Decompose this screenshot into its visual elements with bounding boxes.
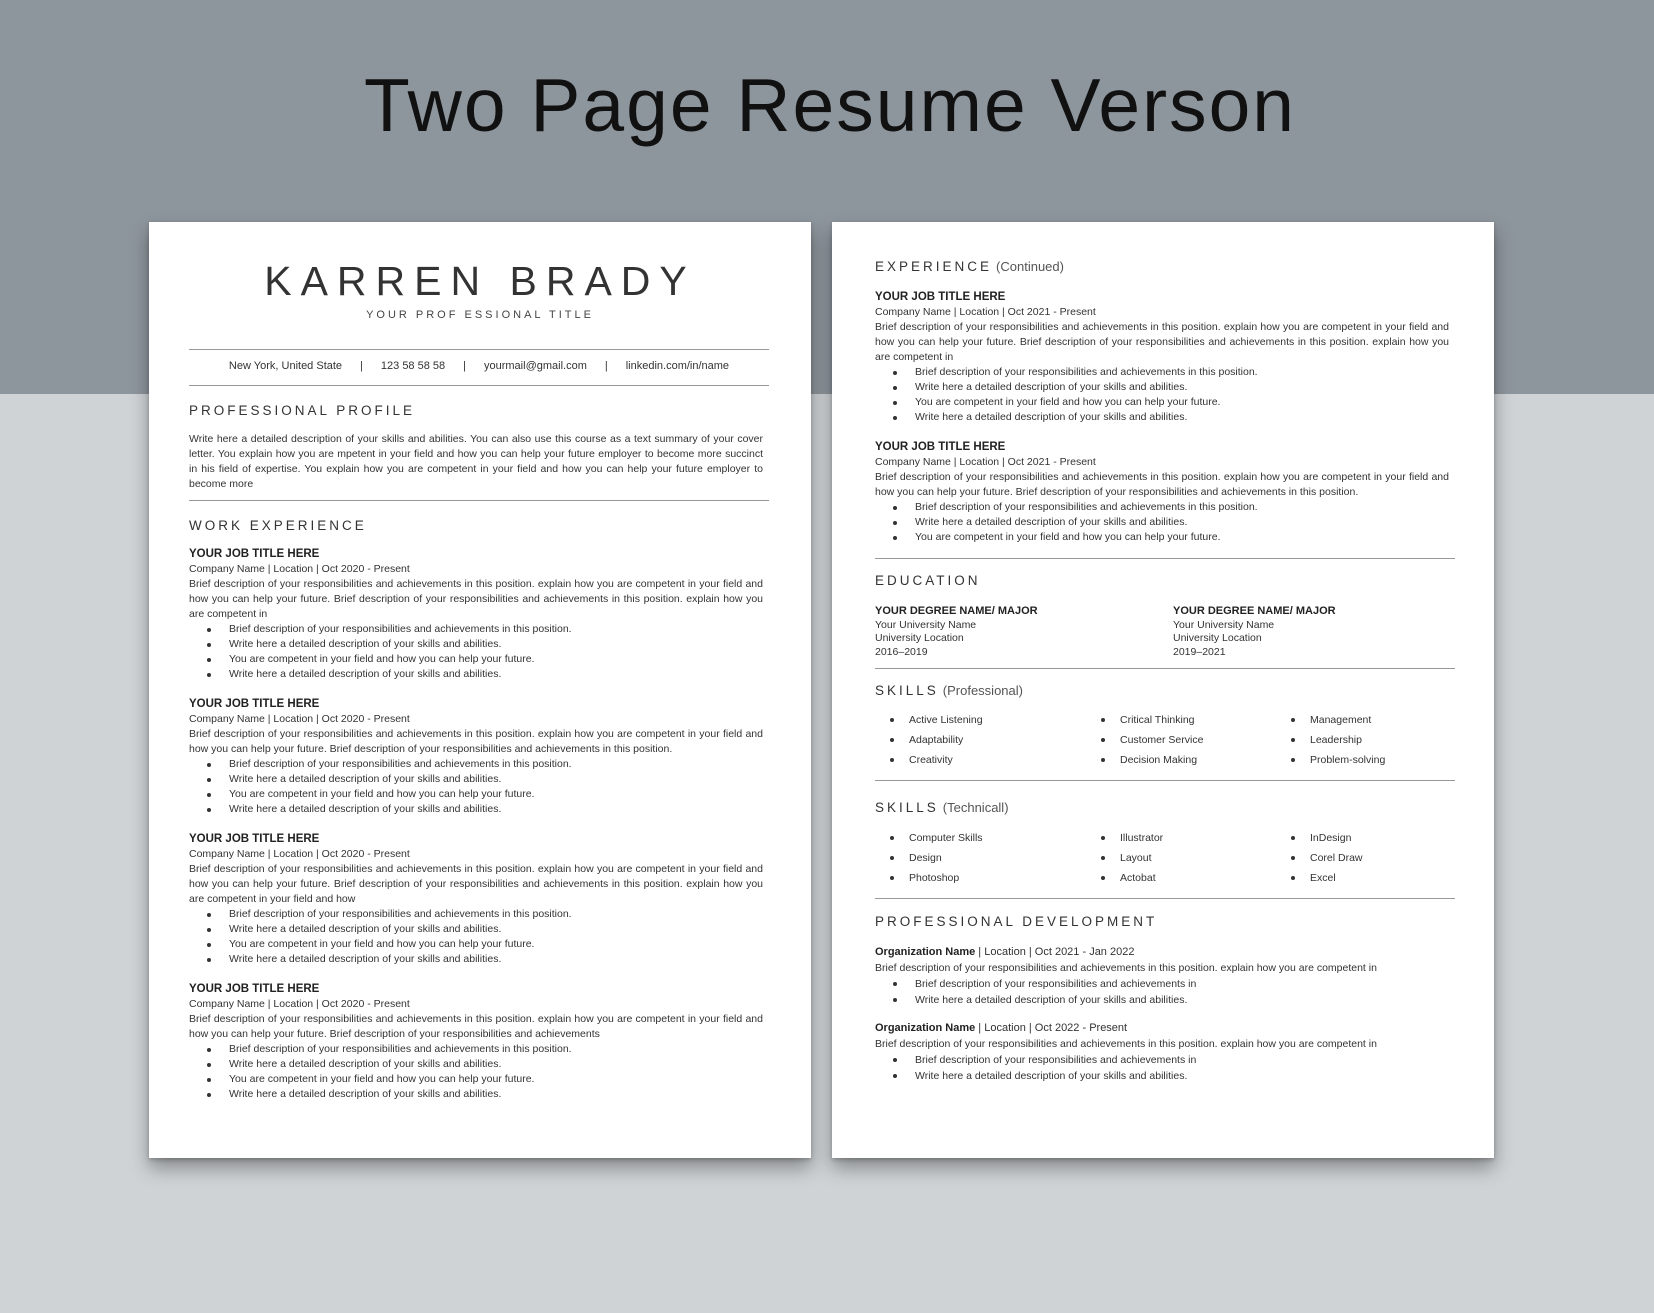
job-entry <box>189 547 763 682</box>
divider <box>189 385 769 386</box>
list-item: Management <box>1291 710 1385 730</box>
job-company: Company Name | Location | Oct 2020 - Present <box>189 713 410 725</box>
list-item: Problem-solving <box>1291 750 1385 770</box>
list-item: Write here a detailed description of your skills and abilities. <box>893 410 1449 425</box>
skills-column <box>1291 710 1385 770</box>
contact-separator: | <box>604 360 608 372</box>
experience-heading-paren: (Continued) <box>996 259 1064 274</box>
education-entry <box>875 605 1038 659</box>
divider <box>189 349 769 350</box>
professional-development-heading: PROFESSIONAL DEVELOPMENT <box>875 914 1158 929</box>
list-item: You are competent in your field and how you can help your future. <box>893 395 1449 410</box>
skills-column <box>1101 828 1163 888</box>
skills-professional-grid <box>890 710 1410 772</box>
job-bullets <box>189 907 763 967</box>
list-item: Brief description of your responsibilities and achievements in this position. <box>893 365 1449 380</box>
job-description: Brief description of your responsibilities and achievements in this position. explain how you are competent in your field and how you can help your future. Brief description of your responsibilities and achievements <box>189 1013 763 1040</box>
skills-professional-heading <box>875 683 1023 698</box>
job-description: Brief description of your responsibilities and achievements in this position. explain how you are competent in your field and how you can help your future. Brief description of your responsibilities and achievements in this position. <box>189 728 763 755</box>
skills-technical-heading <box>875 800 1009 815</box>
job-company: Company Name | Location | Oct 2020 - Present <box>189 848 410 860</box>
profile-heading: PROFESSIONAL PROFILE <box>189 403 416 418</box>
list-item: You are competent in your field and how you can help your future. <box>207 937 763 952</box>
list-item: Write here a detailed description of your skills and abilities. <box>207 802 763 817</box>
list-item: Excel <box>1291 868 1363 888</box>
list-item: Actobat <box>1101 868 1163 888</box>
degree-name: YOUR DEGREE NAME/ MAJOR <box>875 605 1038 617</box>
skills-technical-grid <box>890 828 1410 890</box>
divider <box>189 500 769 501</box>
job-title: YOUR JOB TITLE HERE <box>189 698 320 710</box>
list-item: Decision Making <box>1101 750 1203 770</box>
job-company: Company Name | Location | Oct 2021 - Present <box>875 306 1096 318</box>
development-details: | Location | Oct 2022 - Present <box>975 1022 1128 1034</box>
list-item: Brief description of your responsibilities and achievements in this position. <box>893 500 1449 515</box>
skills-column <box>890 828 983 888</box>
contact-bar <box>189 360 769 372</box>
list-item: Design <box>890 848 983 868</box>
university-location: University Location <box>1173 632 1262 644</box>
work-heading: WORK EXPERIENCE <box>189 518 367 533</box>
education-years: 2016–2019 <box>875 645 928 658</box>
resume-page-2 <box>832 222 1494 1158</box>
list-item: You are competent in your field and how you can help your future. <box>893 530 1449 545</box>
job-description: Brief description of your responsibilities and achievements in this position. explain how you are competent in your field and how you can help your future. Brief description of your responsibilities and achievements in this position. explain how you are competent in <box>875 321 1449 363</box>
job-company: Company Name | Location | Oct 2021 - Present <box>875 456 1096 468</box>
university-location: University Location <box>875 632 964 644</box>
list-item: Brief description of your responsibilities and achievements in this position. <box>207 757 763 772</box>
job-title: YOUR JOB TITLE HERE <box>189 833 320 845</box>
job-company: Company Name | Location | Oct 2020 - Present <box>189 998 410 1010</box>
job-entry <box>189 832 763 967</box>
education-entry <box>1173 605 1336 659</box>
list-item: Brief description of your responsibilities and achievements in this position. <box>207 622 763 637</box>
list-item: InDesign <box>1291 828 1363 848</box>
list-item: Brief description of your responsibilities and achievements in this position. <box>207 1042 763 1057</box>
list-item: Write here a detailed description of your skills and abilities. <box>207 1057 763 1072</box>
experience-continued-heading <box>875 259 1064 274</box>
job-company: Company Name | Location | Oct 2020 - Present <box>189 563 410 575</box>
list-item: Illustrator <box>1101 828 1163 848</box>
list-item: Brief description of your responsibilities and achievements in <box>893 976 1449 992</box>
contact-location: New York, United State <box>228 360 343 372</box>
list-item: Layout <box>1101 848 1163 868</box>
list-item: Write here a detailed description of your skills and abilities. <box>893 992 1449 1008</box>
skills-column <box>1291 828 1363 888</box>
development-bullets <box>875 976 1449 1008</box>
development-description: Brief description of your responsibilities and achievements in this position. explain how you are competent in <box>875 962 1377 974</box>
list-item: You are competent in your field and how you can help your future. <box>207 787 763 802</box>
organization-name: Organization Name <box>875 946 976 958</box>
list-item: Computer Skills <box>890 828 983 848</box>
education-years: 2019–2021 <box>1173 645 1226 658</box>
list-item: Leadership <box>1291 730 1385 750</box>
job-title: YOUR JOB TITLE HERE <box>875 291 1006 303</box>
list-item: Write here a detailed description of your skills and abilities. <box>207 667 763 682</box>
skills-heading-paren: (Technicall) <box>942 800 1009 815</box>
divider <box>875 780 1455 781</box>
university-name: Your University Name <box>875 618 977 631</box>
organization-name: Organization Name <box>875 1022 976 1034</box>
list-item: Brief description of your responsibilities and achievements in <box>893 1052 1449 1068</box>
list-item: You are competent in your field and how you can help your future. <box>207 652 763 667</box>
job-entry <box>189 982 763 1102</box>
job-title: YOUR JOB TITLE HERE <box>189 983 320 995</box>
development-org-line <box>875 944 1449 960</box>
job-description: Brief description of your responsibilities and achievements in this position. explain how you are competent in your field and how you can help your future. Brief description of your responsibilities and achievements in this position. <box>875 471 1449 498</box>
development-entry <box>875 1020 1449 1084</box>
list-item: Write here a detailed description of your skills and abilities. <box>207 772 763 787</box>
banner-title: Two Page Resume Verson <box>364 63 1296 147</box>
professional-development-list <box>875 944 1449 1099</box>
list-item: Photoshop <box>890 868 983 888</box>
list-item: Write here a detailed description of your skills and abilities. <box>893 1068 1449 1084</box>
job-bullets <box>189 757 763 817</box>
job-bullets <box>189 622 763 682</box>
job-title: YOUR JOB TITLE HERE <box>875 441 1006 453</box>
degree-name: YOUR DEGREE NAME/ MAJOR <box>1173 605 1336 617</box>
job-description: Brief description of your responsibilities and achievements in this position. explain how you are competent in your field and how you can help your future. Brief description of your responsibilities and achievements in this position. explain how you are competent in <box>189 578 763 620</box>
job-bullets <box>875 500 1449 545</box>
education-heading: EDUCATION <box>875 573 981 588</box>
skills-column <box>1101 710 1203 770</box>
list-item: Adaptability <box>890 730 983 750</box>
profile-text: Write here a detailed description of your skills and abilities. You can also use this course as a text summary of your cover letter. You explain how you are mpetent in your field and how you can help your future employer to become more succinct in his field of expertise. You explain how you are competent in your field and how you can help your future employer to become more <box>189 433 763 490</box>
list-item: Write here a detailed description of your skills and abilities. <box>207 1087 763 1102</box>
contact-separator: | <box>360 360 363 372</box>
divider <box>875 558 1455 559</box>
contact-linkedin: linkedin.com/in/name <box>625 360 730 372</box>
experience-continued-list <box>875 290 1449 560</box>
list-item: Write here a detailed description of your skills and abilities. <box>893 380 1449 395</box>
divider <box>875 898 1455 899</box>
list-item: You are competent in your field and how you can help your future. <box>207 1072 763 1087</box>
work-experience-list <box>189 547 763 1117</box>
list-item: Write here a detailed description of your skills and abilities. <box>207 922 763 937</box>
job-entry <box>189 697 763 817</box>
list-item: Customer Service <box>1101 730 1203 750</box>
candidate-name: KARREN BRADY <box>264 258 696 304</box>
development-entry <box>875 944 1449 1008</box>
skills-column <box>890 710 983 770</box>
job-title: YOUR JOB TITLE HERE <box>189 548 320 560</box>
list-item: Write here a detailed description of your skills and abilities. <box>893 515 1449 530</box>
list-item: Brief description of your responsibilities and achievements in this position. <box>207 907 763 922</box>
list-item: Write here a detailed description of your skills and abilities. <box>207 637 763 652</box>
divider <box>875 668 1455 669</box>
contact-email: yourmail@gmail.com <box>484 360 587 372</box>
job-description: Brief description of your responsibilities and achievements in this position. explain how you are competent in your field and how you can help your future. Brief description of your responsibilities and achievements in this position. explain how you are competent in your field and how <box>189 863 763 905</box>
list-item: Critical Thinking <box>1101 710 1203 730</box>
job-entry <box>875 290 1449 425</box>
experience-heading-text: EXPERIENCE <box>875 259 993 274</box>
skills-heading-text: SKILLS <box>875 800 939 815</box>
job-bullets <box>875 365 1449 425</box>
development-bullets <box>875 1052 1449 1084</box>
list-item: Creativity <box>890 750 983 770</box>
job-entry <box>875 440 1449 545</box>
contact-separator: | <box>463 360 466 372</box>
skills-heading-paren: (Professional) <box>942 683 1023 698</box>
development-org-line <box>875 1020 1449 1036</box>
contact-phone: 123 58 58 58 <box>380 360 446 372</box>
development-details: | Location | Oct 2021 - Jan 2022 <box>975 946 1135 958</box>
university-name: Your University Name <box>1173 618 1275 631</box>
list-item: Corel Draw <box>1291 848 1363 868</box>
job-bullets <box>189 1042 763 1102</box>
list-item: Write here a detailed description of your skills and abilities. <box>207 952 763 967</box>
development-description: Brief description of your responsibilities and achievements in this position. explain how you are competent in <box>875 1038 1377 1050</box>
resume-page-1 <box>149 222 811 1158</box>
professional-title: YOUR PROF ESSIONAL TITLE <box>366 309 594 321</box>
skills-heading-text: SKILLS <box>875 683 939 698</box>
list-item: Active Listening <box>890 710 983 730</box>
